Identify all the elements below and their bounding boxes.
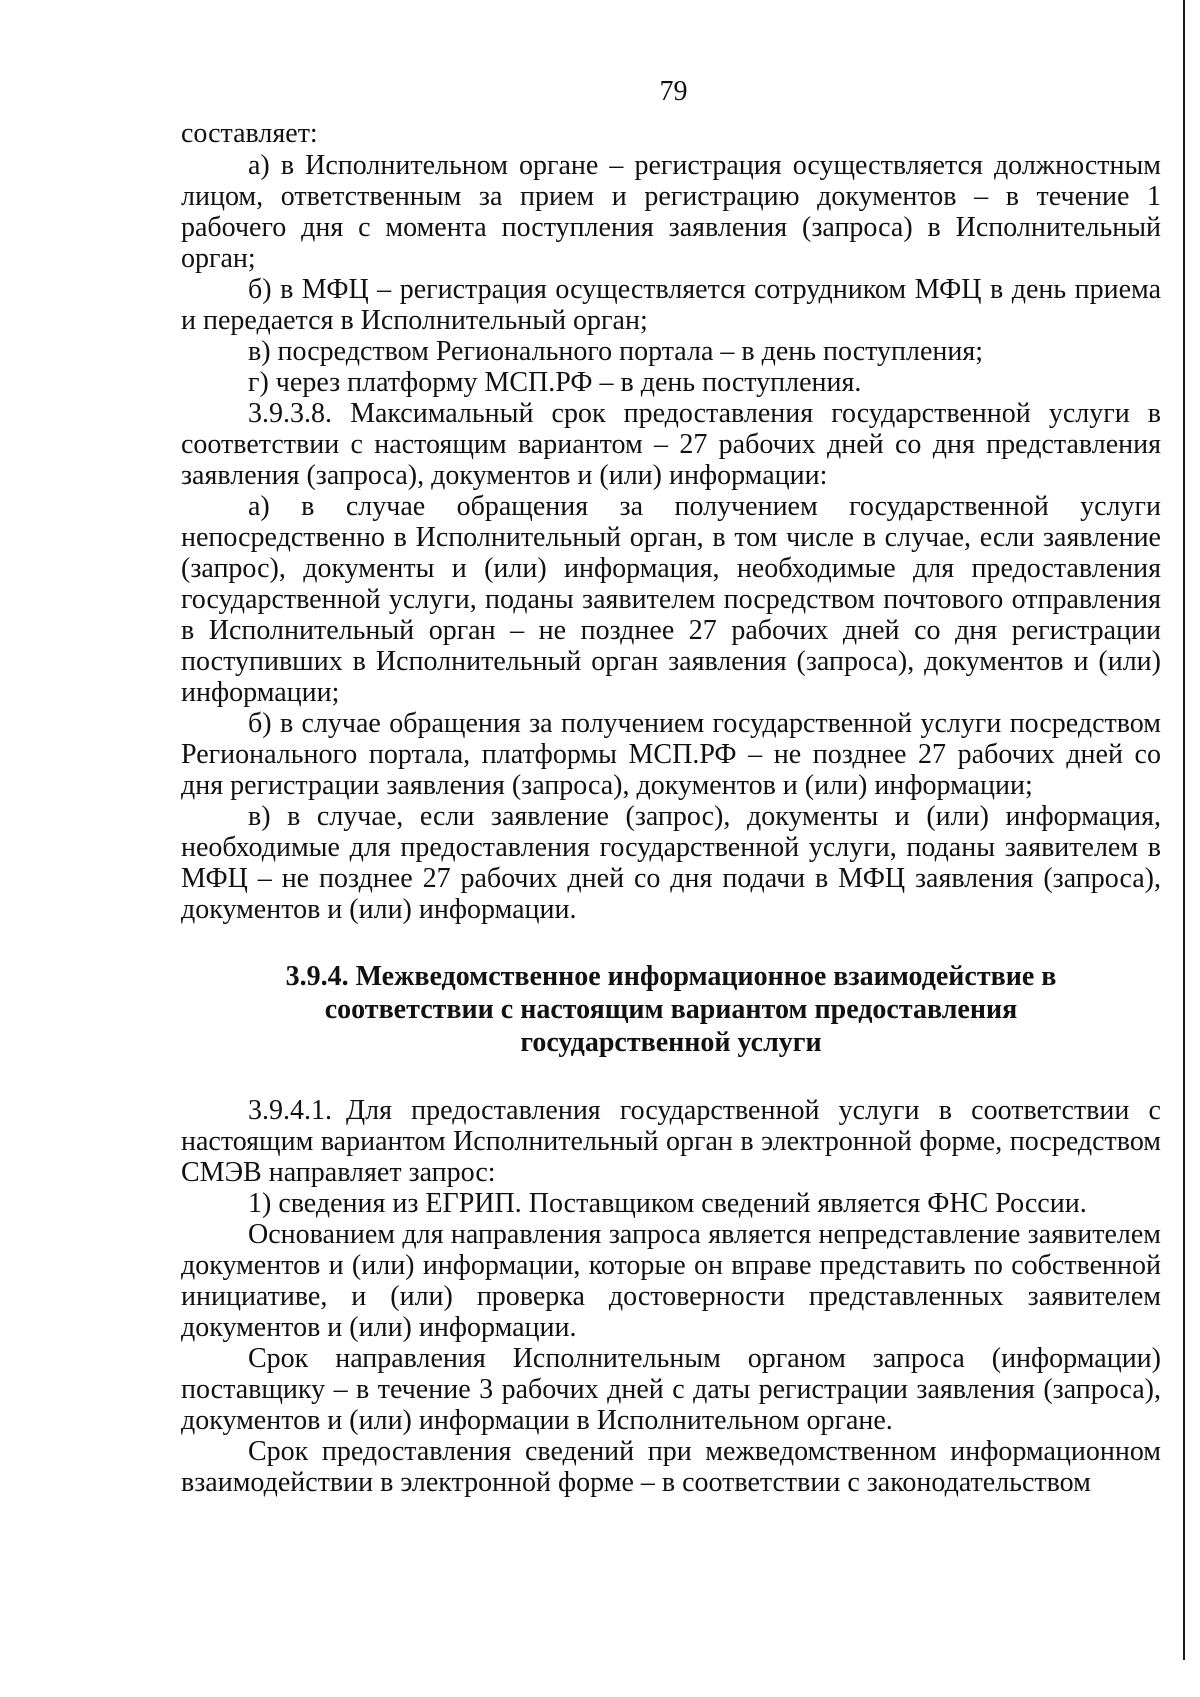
intro-text: составляет: — [181, 118, 318, 149]
page-number: 79 — [659, 76, 688, 107]
request-term-paragraph: Срок направления Исполнительным органом запроса (информации) поставщику – в течение 3 рабочих дней с даты регистрации заявления (запроса), документов и (или) информации в Исполнительном органе. — [181, 1343, 1161, 1436]
max-term-item-c: в) в случае, если заявление (запрос), документы и (или) информация, необходимые для предоставления государственной услуги, поданы заявителем в МФЦ – не позднее 27 рабочих дней со дня подачи в МФЦ заявления (запроса), документов и (или) информации. — [181, 801, 1161, 925]
max-term-paragraph: 3.9.3.8. Максимальный срок предоставления государственной услуги в соответствии с настоящим вариантом – 27 рабочих дней со дня представления заявления (запроса), документов и (или) информации: — [181, 398, 1161, 491]
response-term-paragraph: Срок предоставления сведений при межведомственном информационном взаимодействии в электронной форме – в соответствии с законодательством — [181, 1436, 1161, 1498]
registration-item-d: г) через платформу МСП.РФ – в день поступления. — [248, 367, 862, 398]
basis-paragraph: Основанием для направления запроса является непредставление заявителем документов и (или) информации, которые он вправе представить по собственной инициативе, и (или) проверка достоверности представленных заявителем документов и (или) информации. — [181, 1219, 1161, 1343]
document-body — [181, 118, 1161, 1498]
max-term-item-b: б) в случае обращения за получением государственной услуги посредством Регионального портала, платформы МСП.РФ – не позднее 27 рабочих дней со дня регистрации заявления (запроса), документов и (или) информации; — [181, 708, 1161, 801]
interagency-paragraph — [181, 1095, 1161, 1188]
interagency-text: Для предоставления государственной услуги в соответствии с настоящим вариантом Исполнительный орган в электронной форме, посредством СМЭВ направляет запрос: — [181, 1095, 1161, 1188]
section-heading: 3.9.4. Межведомственное информационное взаимодействие в соответствии с настоящим вариантом предоставления государственной услуги — [285, 961, 1057, 1058]
registration-item-c: в) посредством Регионального портала – в день поступления; — [248, 336, 984, 367]
page-border-line — [1183, 0, 1185, 1660]
request-item: 1) сведения из ЕГРИП. Поставщиком сведений является ФНС России. — [248, 1188, 1087, 1219]
max-term-item-a: а) в случае обращения за получением государственной услуги непосредственно в Исполнительный орган, в том числе в случае, если заявление (запрос), документы и (или) информация, необходимые для предоставления государственной услуги, поданы заявителем посредством почтового отправления в Исполнительный орган – не позднее 27 рабочих дней со дня регистрации поступивших в Исполнительный орган заявления (запроса), документов и (или) информации; — [181, 491, 1161, 708]
registration-item-b: б) в МФЦ – регистрация осуществляется сотрудником МФЦ в день приема и передается в Исполнительный орган; — [181, 274, 1161, 336]
interagency-number: 3.9.4.1. — [248, 1095, 332, 1126]
registration-item-a: а) в Исполнительном органе – регистрация осуществляется должностным лицом, ответственным за прием и регистрацию документов – в течение 1 рабочего дня с момента поступления заявления (запроса) в Исполнительный орган; — [181, 150, 1161, 274]
